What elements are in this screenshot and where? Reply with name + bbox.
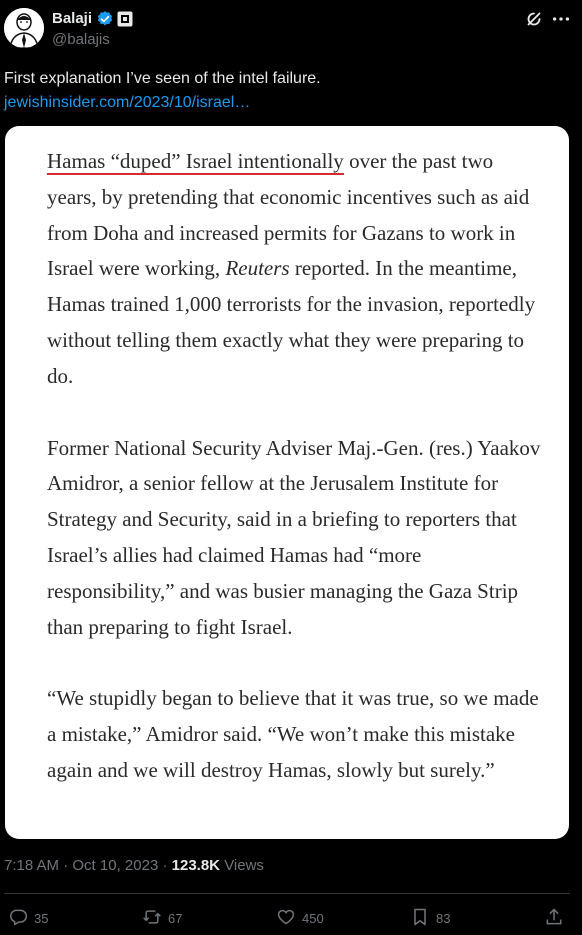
author-handle[interactable]: @balajis: [52, 31, 110, 48]
tweet-date[interactable]: Oct 10, 2023: [72, 857, 159, 874]
reply-button[interactable]: [8, 907, 48, 930]
share-icon: [544, 907, 564, 930]
tweet-header: [0, 0, 582, 60]
like-button[interactable]: [276, 907, 324, 930]
retweet-icon: [142, 907, 162, 930]
reply-icon: [8, 907, 28, 930]
like-count: 450: [302, 911, 324, 926]
reply-count: 35: [34, 911, 49, 926]
bookmark-icon: [410, 907, 430, 930]
tweet-link[interactable]: jewishinsider.com/2023/10/israel…: [4, 94, 251, 111]
verified-badge-icon: [96, 10, 114, 28]
action-bar: [0, 903, 582, 933]
divider: [4, 893, 570, 894]
avatar[interactable]: [4, 8, 44, 48]
retweet-button[interactable]: [142, 907, 182, 930]
author-name[interactable]: Balaji: [52, 10, 93, 27]
tweet-meta: 7:18 AM · Oct 10, 2023 · 123.8K Views: [4, 857, 264, 874]
highlighted-phrase: Hamas “duped” Israel intentionally: [47, 149, 344, 173]
tweet-body: [4, 67, 574, 115]
grok-icon[interactable]: [523, 8, 547, 32]
article-paragraph-2: Former National Security Adviser Maj.-Gen. (res.) Yaakov Amidror, a senior fellow at the Jerusalem Institute for Strategy and Security, said in a briefing to reporters that Israel’s allies had claimed Hamas had “more responsibility,” and was busier managing the Gaza Strip than preparing to fight Israel.: [47, 435, 541, 639]
article-paragraph-1: Hamas “duped” Israel intentionally over the past two years, by pretending that economic incentives such as aid from Doha and increased permits for Gazans to work in Israel were working, Reuters reported. In the meantime, Hamas trained 1,000 terrorists for the invasion, reportedly without telling them exactly what they were preparing to do.: [47, 149, 536, 388]
bookmark-count: 83: [436, 911, 451, 926]
retweet-count: 67: [168, 911, 183, 926]
views-label: Views: [224, 857, 264, 874]
tweet-image[interactable]: [5, 126, 569, 839]
like-icon: [276, 907, 296, 930]
tweet-time[interactable]: 7:18 AM: [4, 857, 60, 874]
article-paragraph-3: “We stupidly began to believe that it was true, so we made a mistake,” Amidror said. “We won’t make this mistake again and we will destroy Hamas, slowly but surely.”: [47, 686, 539, 782]
bookmark-button[interactable]: [410, 907, 450, 930]
organization-badge-icon: [117, 11, 133, 27]
more-icon[interactable]: [550, 8, 574, 32]
views-count: 123.8K: [171, 857, 221, 874]
tweet-text: First explanation I’ve seen of the intel failure.: [4, 70, 321, 87]
article-excerpt: [47, 144, 547, 825]
share-button[interactable]: [544, 907, 564, 930]
